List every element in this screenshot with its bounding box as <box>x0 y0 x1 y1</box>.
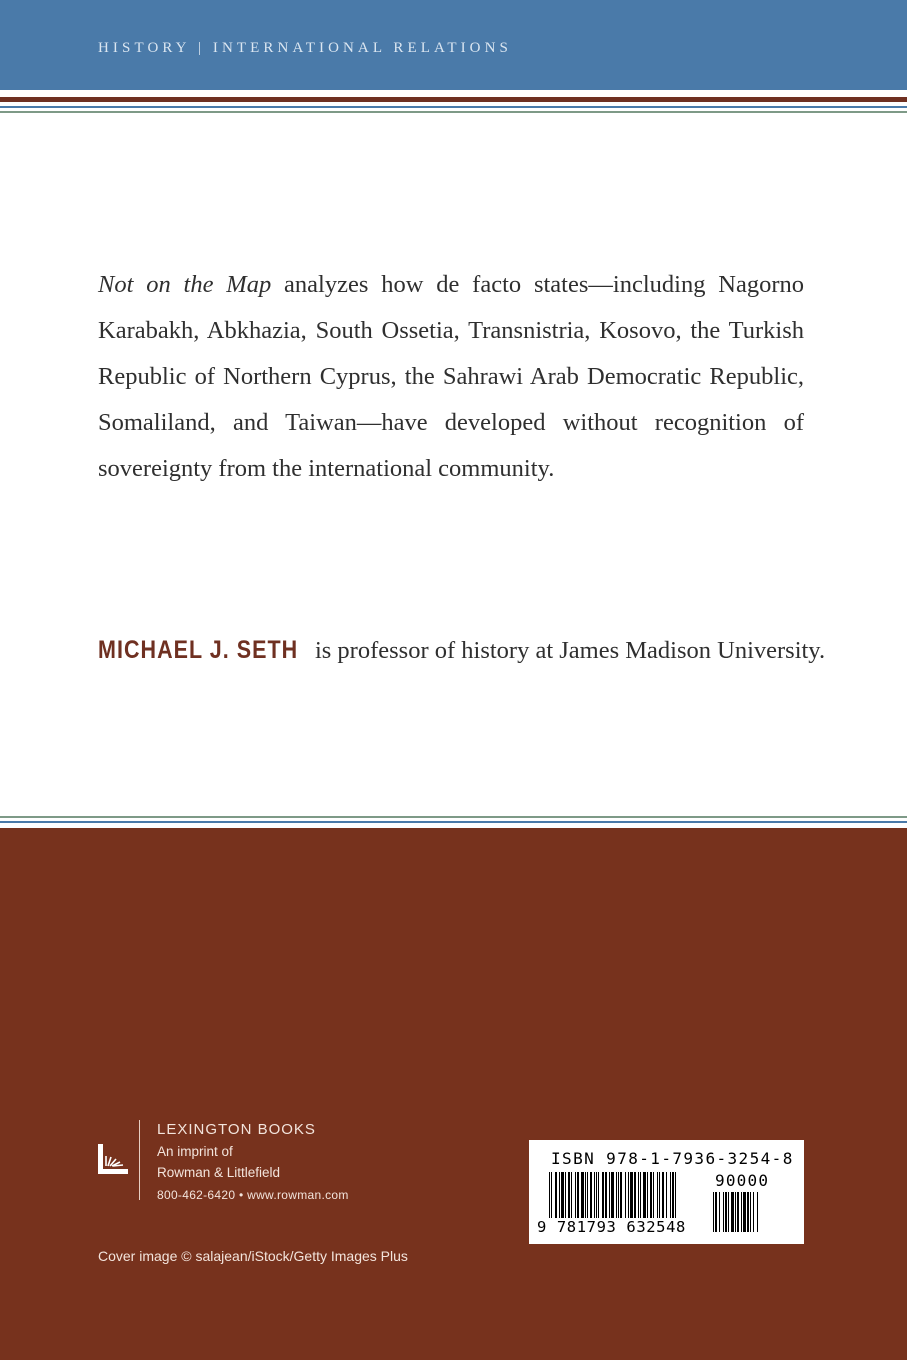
publisher-contact: 800-462-6420 • www.rowman.com <box>157 1188 349 1202</box>
bottom-band <box>0 828 907 1360</box>
cover-image-credit: Cover image © salajean/iStock/Getty Images Plus <box>98 1248 408 1264</box>
book-title: Not on the Map <box>98 271 272 298</box>
isbn-barcode <box>529 1140 804 1244</box>
divider <box>0 90 907 97</box>
publisher-name: LEXINGTON BOOKS <box>157 1121 316 1138</box>
lexington-l-logo-icon <box>96 1142 130 1182</box>
imprint-line: An imprint of <box>157 1144 233 1159</box>
divider-green <box>0 111 907 113</box>
publisher-block <box>157 1119 349 1207</box>
top-band <box>0 0 907 90</box>
author-name: MICHAEL J. SETH <box>98 636 299 664</box>
author-bio-text: is professor of history at James Madison University. <box>308 637 826 664</box>
category-label: HISTORY | INTERNATIONAL RELATIONS <box>98 40 512 56</box>
book-description <box>98 262 804 492</box>
isbn-text: ISBN 978-1-7936-3254-8 <box>551 1149 794 1168</box>
publisher-divider <box>139 1120 140 1200</box>
ean-digits: 9 781793 632548 <box>537 1218 686 1236</box>
description-text: analyzes how de facto states—including Nagorno Karabakh, Abkhazia, South Ossetia, Transnistria, Kosovo, the Turkish Republic of Northern Cyprus, the Sahrawi Arab Democratic Republic, Somaliland, and Taiwan—have developed without recognition of sovereignty from the international community. <box>98 271 804 482</box>
addon-barcode-bars <box>713 1192 783 1236</box>
author-bio <box>98 630 838 671</box>
price-code: 90000 <box>715 1171 770 1190</box>
imprint-parent: Rowman & Littlefield <box>157 1165 281 1180</box>
